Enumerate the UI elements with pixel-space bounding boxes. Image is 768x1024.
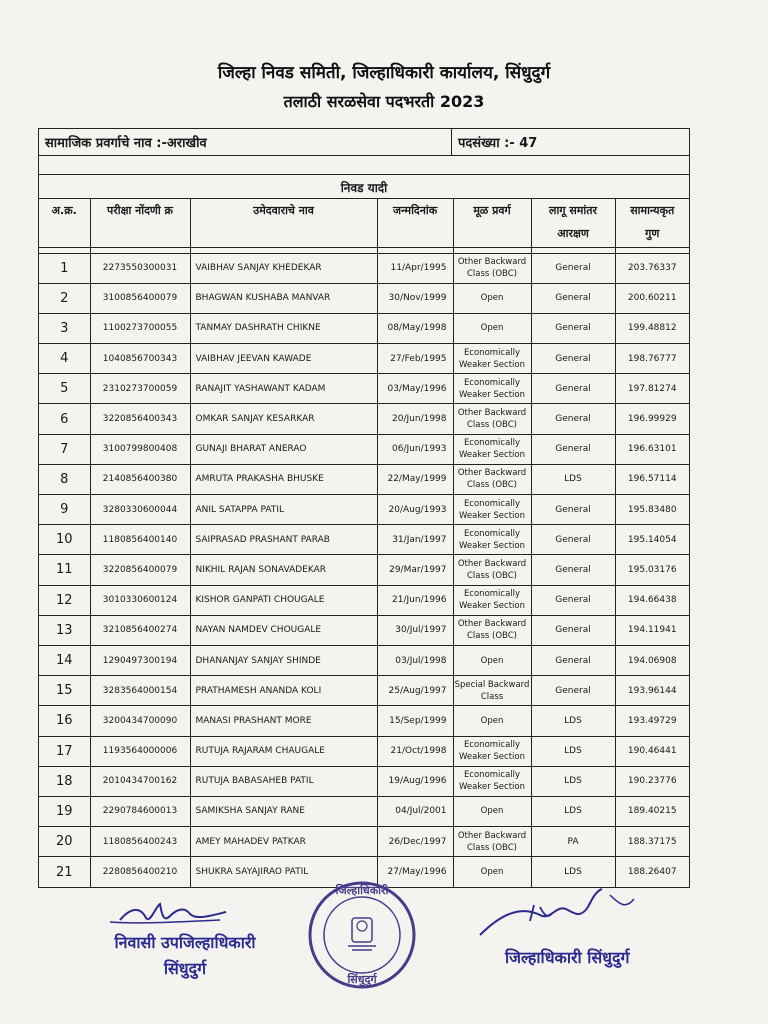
cell-reg-no: 3100856400079 xyxy=(90,283,190,313)
cell-reg-no: 2290784600013 xyxy=(90,796,190,826)
cell-sr: 8 xyxy=(39,464,90,494)
cell-reg-no: 3220856400343 xyxy=(90,404,190,434)
cell-dob: 31/Jan/1997 xyxy=(377,525,453,555)
left-signatory-title: निवासी उपजिल्हाधिकारी xyxy=(114,933,256,952)
cell-parallel-reservation: LDS xyxy=(531,766,615,796)
cell-reg-no: 3210856400274 xyxy=(90,615,190,645)
cell-reg-no: 1193564000006 xyxy=(90,736,190,766)
cell-sr: 6 xyxy=(39,404,90,434)
cell-candidate-name: MANASI PRASHANT MORE xyxy=(190,706,377,736)
category-row xyxy=(39,129,689,156)
cell-dob: 20/Aug/1993 xyxy=(377,495,453,525)
cell-sr: 18 xyxy=(39,766,90,796)
table-row xyxy=(39,464,689,494)
cell-candidate-name: VAIBHAV SANJAY KHEDEKAR xyxy=(190,253,377,283)
cell-dob: 21/Oct/1998 xyxy=(377,736,453,766)
table-row xyxy=(39,495,689,525)
cell-sr: 10 xyxy=(39,525,90,555)
cell-reg-no: 1040856700343 xyxy=(90,344,190,374)
table-row xyxy=(39,736,689,766)
cell-sr: 15 xyxy=(39,676,90,706)
cell-parallel-reservation: LDS xyxy=(531,736,615,766)
cell-marks: 200.60211 xyxy=(615,283,689,313)
cell-marks: 198.76777 xyxy=(615,344,689,374)
cell-reg-no: 1100273700055 xyxy=(90,313,190,343)
social-category-label: सामाजिक प्रवर्गाचे नाव :-अराखीव xyxy=(39,129,452,155)
cell-sr: 21 xyxy=(39,857,90,887)
table-row xyxy=(39,555,689,585)
table-row xyxy=(39,827,689,857)
table-row xyxy=(39,676,689,706)
cell-dob: 11/Apr/1995 xyxy=(377,253,453,283)
cell-dob: 03/May/1996 xyxy=(377,374,453,404)
col-header-parallel-line1: लागू समांतर xyxy=(549,204,597,217)
cell-marks: 195.83480 xyxy=(615,495,689,525)
cell-sr: 19 xyxy=(39,796,90,826)
cell-dob: 29/Mar/1997 xyxy=(377,555,453,585)
cell-candidate-name: NAYAN NAMDEV CHOUGALE xyxy=(190,615,377,645)
cell-candidate-name: AMEY MAHADEV PATKAR xyxy=(190,827,377,857)
cell-marks: 193.96144 xyxy=(615,676,689,706)
cell-dob: 08/May/1998 xyxy=(377,313,453,343)
cell-sr: 20 xyxy=(39,827,90,857)
cell-candidate-name: SHUKRA SAYAJIRAO PATIL xyxy=(190,857,377,887)
cell-sr: 5 xyxy=(39,374,90,404)
cell-marks: 203.76337 xyxy=(615,253,689,283)
cell-dob: 04/Jul/2001 xyxy=(377,796,453,826)
table-row xyxy=(39,766,689,796)
cell-category: Economically Weaker Section xyxy=(453,434,531,464)
cell-sr: 1 xyxy=(39,253,90,283)
cell-dob: 20/Jun/1998 xyxy=(377,404,453,434)
cell-dob: 21/Jun/1996 xyxy=(377,585,453,615)
cell-category: Other Backward Class (OBC) xyxy=(453,253,531,283)
cell-parallel-reservation: General xyxy=(531,495,615,525)
cell-marks: 190.46441 xyxy=(615,736,689,766)
cell-parallel-reservation: General xyxy=(531,676,615,706)
table-row xyxy=(39,645,689,675)
cell-parallel-reservation: General xyxy=(531,283,615,313)
cell-dob: 22/May/1999 xyxy=(377,464,453,494)
cell-category: Economically Weaker Section xyxy=(453,736,531,766)
table-row xyxy=(39,585,689,615)
cell-candidate-name: RANAJIT YASHAWANT KADAM xyxy=(190,374,377,404)
cell-marks: 196.99929 xyxy=(615,404,689,434)
cell-candidate-name: SAIPRASAD PRASHANT PARAB xyxy=(190,525,377,555)
cell-reg-no: 1180856400140 xyxy=(90,525,190,555)
cell-sr: 17 xyxy=(39,736,90,766)
cell-candidate-name: AMRUTA PRAKASHA BHUSKE xyxy=(190,464,377,494)
cell-category: Economically Weaker Section xyxy=(453,495,531,525)
col-header-parallel xyxy=(531,199,615,247)
table-row xyxy=(39,344,689,374)
table-header-row xyxy=(39,199,689,247)
cell-reg-no: 3200434700090 xyxy=(90,706,190,736)
cell-marks: 194.11941 xyxy=(615,615,689,645)
col-header-parallel-line2: आरक्षण xyxy=(557,227,589,240)
cell-candidate-name: OMKAR SANJAY KESARKAR xyxy=(190,404,377,434)
right-signatory: जिल्हाधिकारी सिंधुदुर्ग xyxy=(505,948,630,967)
col-header-category: मूळ प्रवर्ग xyxy=(453,199,531,247)
cell-category: Open xyxy=(453,796,531,826)
blank-row xyxy=(39,156,689,175)
cell-candidate-name: GUNAJI BHARAT ANERAO xyxy=(190,434,377,464)
cell-candidate-name: BHAGWAN KUSHABA MANVAR xyxy=(190,283,377,313)
cell-candidate-name: NIKHIL RAJAN SONAVADEKAR xyxy=(190,555,377,585)
list-title: निवड यादी xyxy=(39,175,689,199)
cell-marks: 188.26407 xyxy=(615,857,689,887)
cell-dob: 06/Jun/1993 xyxy=(377,434,453,464)
cell-marks: 194.06908 xyxy=(615,645,689,675)
document-subtitle: तलाठी सरळसेवा पदभरती 2023 xyxy=(283,92,485,111)
cell-marks: 188.37175 xyxy=(615,827,689,857)
cell-parallel-reservation: General xyxy=(531,615,615,645)
cell-marks: 199.48812 xyxy=(615,313,689,343)
cell-category: Open xyxy=(453,313,531,343)
table-row xyxy=(39,283,689,313)
cell-reg-no: 3283564000154 xyxy=(90,676,190,706)
cell-candidate-name: RUTUJA BABASAHEB PATIL xyxy=(190,766,377,796)
cell-sr: 3 xyxy=(39,313,90,343)
cell-dob: 30/Nov/1999 xyxy=(377,283,453,313)
cell-sr: 12 xyxy=(39,585,90,615)
selection-list-table-frame xyxy=(38,128,690,888)
cell-candidate-name: RUTUJA RAJARAM CHAUGALE xyxy=(190,736,377,766)
left-signatory-place: सिंधुदुर्ग xyxy=(163,959,207,978)
cell-reg-no: 2280856400210 xyxy=(90,857,190,887)
cell-marks: 190.23776 xyxy=(615,766,689,796)
cell-category: Other Backward Class (OBC) xyxy=(453,615,531,645)
official-seal xyxy=(302,880,422,990)
cell-dob: 30/Jul/1997 xyxy=(377,615,453,645)
cell-category: Economically Weaker Section xyxy=(453,374,531,404)
left-signature-scribble xyxy=(100,898,240,928)
cell-marks: 197.81274 xyxy=(615,374,689,404)
cell-candidate-name: DHANANJAY SANJAY SHINDE xyxy=(190,645,377,675)
col-header-marks xyxy=(615,199,689,247)
cell-marks: 196.63101 xyxy=(615,434,689,464)
cell-reg-no: 2010434700162 xyxy=(90,766,190,796)
table-row xyxy=(39,313,689,343)
post-count-label: पदसंख्या :- 47 xyxy=(458,136,538,151)
cell-marks: 195.14054 xyxy=(615,525,689,555)
cell-marks: 193.49729 xyxy=(615,706,689,736)
cell-candidate-name: ANIL SATAPPA PATIL xyxy=(190,495,377,525)
cell-reg-no: 3220856400079 xyxy=(90,555,190,585)
seal-top-text: जिल्हाधिकारी xyxy=(335,884,389,897)
cell-sr: 16 xyxy=(39,706,90,736)
cell-marks: 189.40215 xyxy=(615,796,689,826)
table-row xyxy=(39,615,689,645)
cell-reg-no: 2273550300031 xyxy=(90,253,190,283)
cell-reg-no: 2140856400380 xyxy=(90,464,190,494)
cell-parallel-reservation: LDS xyxy=(531,796,615,826)
cell-candidate-name: SAMIKSHA SANJAY RANE xyxy=(190,796,377,826)
col-header-dob: जन्मदिनांक xyxy=(377,199,453,247)
cell-sr: 14 xyxy=(39,645,90,675)
seal-bottom-text: सिंधुदुर्ग xyxy=(347,973,377,986)
cell-parallel-reservation: LDS xyxy=(531,464,615,494)
cell-sr: 2 xyxy=(39,283,90,313)
cell-reg-no: 3280330600044 xyxy=(90,495,190,525)
cell-category: Special Backward Class xyxy=(453,676,531,706)
cell-sr: 4 xyxy=(39,344,90,374)
cell-dob: 03/Jul/1998 xyxy=(377,645,453,675)
cell-reg-no: 3100799800408 xyxy=(90,434,190,464)
col-header-reg: परीक्षा नोंदणी क्र xyxy=(90,199,190,247)
cell-parallel-reservation: General xyxy=(531,555,615,585)
cell-dob: 26/Dec/1997 xyxy=(377,827,453,857)
cell-dob: 25/Aug/1997 xyxy=(377,676,453,706)
cell-reg-no: 1180856400243 xyxy=(90,827,190,857)
cell-category: Economically Weaker Section xyxy=(453,525,531,555)
cell-candidate-name: VAIBHAV JEEVAN KAWADE xyxy=(190,344,377,374)
table-row xyxy=(39,525,689,555)
cell-parallel-reservation: General xyxy=(531,645,615,675)
cell-dob: 19/Aug/1996 xyxy=(377,766,453,796)
table-row xyxy=(39,404,689,434)
cell-sr: 13 xyxy=(39,615,90,645)
cell-candidate-name: TANMAY DASHRATH CHIKNE xyxy=(190,313,377,343)
cell-category: Open xyxy=(453,706,531,736)
table-row xyxy=(39,706,689,736)
cell-category: Economically Weaker Section xyxy=(453,766,531,796)
cell-reg-no: 3010330600124 xyxy=(90,585,190,615)
cell-parallel-reservation: General xyxy=(531,404,615,434)
cell-sr: 9 xyxy=(39,495,90,525)
cell-category: Economically Weaker Section xyxy=(453,585,531,615)
cell-reg-no: 1290497300194 xyxy=(90,645,190,675)
cell-parallel-reservation: PA xyxy=(531,827,615,857)
cell-candidate-name: PRATHAMESH ANANDA KOLI xyxy=(190,676,377,706)
table-row xyxy=(39,796,689,826)
cell-parallel-reservation: General xyxy=(531,344,615,374)
table-row xyxy=(39,253,689,283)
cell-sr: 7 xyxy=(39,434,90,464)
cell-category: Other Backward Class (OBC) xyxy=(453,827,531,857)
cell-dob: 27/May/1996 xyxy=(377,857,453,887)
cell-category: Open xyxy=(453,283,531,313)
cell-sr: 11 xyxy=(39,555,90,585)
cell-category: Open xyxy=(453,645,531,675)
cell-parallel-reservation: General xyxy=(531,374,615,404)
cell-candidate-name: KISHOR GANPATI CHOUGALE xyxy=(190,585,377,615)
col-header-marks-line1: सामान्यकृत xyxy=(630,204,675,217)
selection-table xyxy=(39,199,689,887)
table-row xyxy=(39,434,689,464)
cell-marks: 196.57114 xyxy=(615,464,689,494)
cell-category: Other Backward Class (OBC) xyxy=(453,464,531,494)
cell-reg-no: 2310273700059 xyxy=(90,374,190,404)
cell-dob: 15/Sep/1999 xyxy=(377,706,453,736)
cell-marks: 194.66438 xyxy=(615,585,689,615)
col-header-sr: अ.क्र. xyxy=(39,199,90,247)
table-row xyxy=(39,374,689,404)
cell-category: Open xyxy=(453,857,531,887)
cell-category: Economically Weaker Section xyxy=(453,344,531,374)
cell-category: Other Backward Class (OBC) xyxy=(453,555,531,585)
cell-parallel-reservation: LDS xyxy=(531,857,615,887)
table-body xyxy=(39,253,689,887)
cell-parallel-reservation: General xyxy=(531,525,615,555)
cell-parallel-reservation: General xyxy=(531,313,615,343)
cell-parallel-reservation: General xyxy=(531,253,615,283)
cell-category: Other Backward Class (OBC) xyxy=(453,404,531,434)
cell-parallel-reservation: General xyxy=(531,585,615,615)
right-signature-scribble xyxy=(470,885,650,945)
cell-parallel-reservation: LDS xyxy=(531,706,615,736)
cell-marks: 195.03176 xyxy=(615,555,689,585)
col-header-marks-line2: गुण xyxy=(645,227,660,240)
document-title: जिल्हा निवड समिती, जिल्हाधिकारी कार्यालय, सिंधुदुर्ग xyxy=(217,63,551,83)
cell-dob: 27/Feb/1995 xyxy=(377,344,453,374)
cell-parallel-reservation: General xyxy=(531,434,615,464)
col-header-name: उमेदवाराचे नाव xyxy=(190,199,377,247)
left-signatory xyxy=(100,930,270,982)
